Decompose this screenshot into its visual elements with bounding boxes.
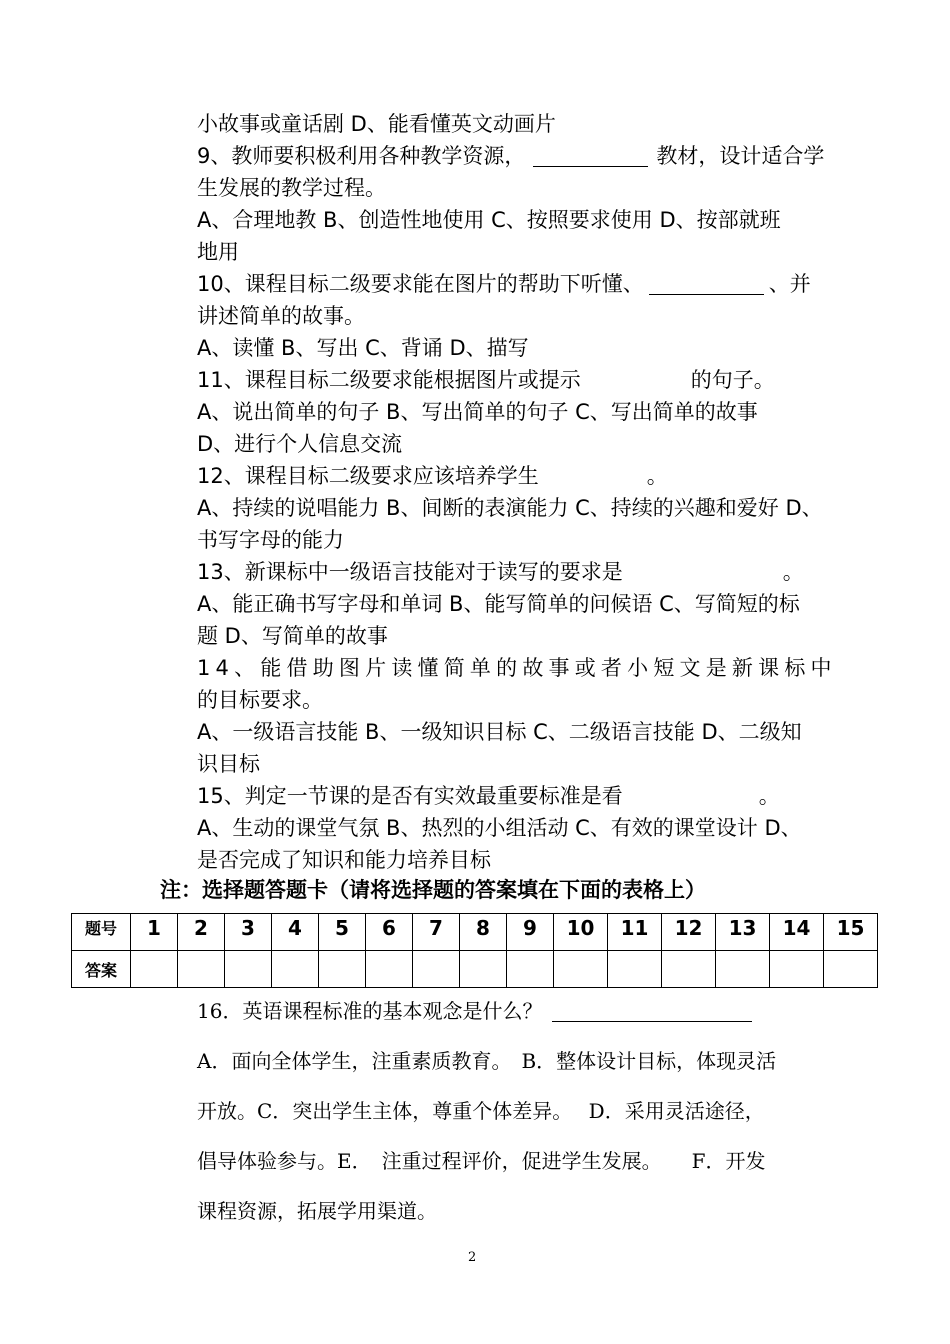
answer-cell[interactable] — [554, 951, 608, 988]
number-cell: 4 — [272, 914, 319, 951]
text-line: D、进行个人信息交流 — [197, 432, 403, 456]
options-line: A、能正确书写字母和单词 B、能写简单的问候语 C、写简短的标 — [197, 592, 800, 616]
number-cell: 11 — [608, 914, 662, 951]
number-cell: 6 — [366, 914, 413, 951]
number-cell: 13 — [716, 914, 770, 951]
number-row — [72, 914, 878, 951]
number-cell: 5 — [319, 914, 366, 951]
question-text: 16．英语课程标准的基本观念是什么？ — [197, 999, 543, 1023]
question-14: 14、能借助图片读懂简单的故事或者小短文是新课标中 — [197, 656, 837, 680]
number-cell: 7 — [413, 914, 460, 951]
options-line: 开放。C．突出学生主体，尊重个体差异。 D．采用灵活途径， — [197, 1099, 765, 1123]
answer-cell[interactable] — [824, 951, 878, 988]
answer-cell[interactable] — [716, 951, 770, 988]
answer-cell[interactable] — [366, 951, 413, 988]
question-10 — [197, 268, 811, 300]
question-text: 13、新课标中一级语言技能对于读写的要求是 — [197, 560, 623, 584]
text-line: 地用 — [197, 240, 239, 264]
options-line: A．面向全体学生，注重素质教育。 B．整体设计目标，体现灵活 — [197, 1049, 777, 1073]
question-text: 。 — [782, 560, 804, 584]
answer-blank — [533, 144, 648, 167]
page-number: 2 — [468, 1250, 477, 1265]
question-text: 的句子。 — [690, 368, 775, 392]
answer-cell[interactable] — [178, 951, 225, 988]
answer-cell[interactable] — [131, 951, 178, 988]
answer-cell[interactable] — [770, 951, 824, 988]
answer-card-table — [71, 913, 878, 988]
answer-cell[interactable] — [225, 951, 272, 988]
options-line: A、合理地教 B、创造性地使用 C、按照要求使用 D、按部就班 — [197, 208, 781, 232]
question-15 — [197, 780, 780, 812]
question-text: 。 — [758, 784, 780, 808]
question-text: 11、课程目标二级要求能根据图片或提示 — [197, 368, 581, 392]
question-text: 教材，设计适合学 — [656, 144, 825, 168]
number-cell: 9 — [507, 914, 554, 951]
question-11 — [197, 364, 775, 396]
text-line: 讲述简单的故事。 — [197, 304, 365, 328]
text-line: 生发展的教学过程。 — [197, 176, 386, 200]
question-9 — [197, 140, 824, 172]
question-text: 。 — [646, 464, 668, 488]
options-line: A、持续的说唱能力 B、间断的表演能力 C、持续的兴趣和爱好 D、 — [197, 496, 823, 520]
number-cell: 8 — [460, 914, 507, 951]
question-text: 、并 — [768, 272, 811, 296]
text-line: 是否完成了知识和能力培养目标 — [197, 848, 491, 872]
row-label: 题号 — [72, 914, 131, 951]
text-line: 书写字母的能力 — [197, 528, 344, 552]
number-cell: 10 — [554, 914, 608, 951]
options-line: A、生动的课堂气氛 B、热烈的小组活动 C、有效的课堂设计 D、 — [197, 816, 802, 840]
number-cell: 12 — [662, 914, 716, 951]
number-cell: 3 — [225, 914, 272, 951]
options-line: A、说出简单的句子 B、写出简单的句子 C、写出简单的故事 — [197, 400, 758, 424]
answer-cell[interactable] — [413, 951, 460, 988]
answer-cell[interactable] — [272, 951, 319, 988]
answer-blank — [552, 999, 752, 1022]
number-cell: 1 — [131, 914, 178, 951]
answer-blank — [649, 272, 764, 295]
answer-cell[interactable] — [319, 951, 366, 988]
question-16 — [197, 986, 752, 1036]
question-text: 9、教师要积极利用各种教学资源， — [197, 144, 526, 168]
row-label: 答案 — [72, 951, 131, 988]
number-cell: 15 — [824, 914, 878, 951]
answer-cell[interactable] — [608, 951, 662, 988]
question-text: 12、课程目标二级要求应该培养学生 — [197, 464, 539, 488]
text-line: 识目标 — [197, 752, 260, 776]
answer-cell[interactable] — [662, 951, 716, 988]
question-text: 10、课程目标二级要求能在图片的帮助下听懂、 — [197, 272, 644, 296]
answer-card-note: 注：选择题答题卡（请将选择题的答案填在下面的表格上） — [160, 878, 706, 902]
answer-row — [72, 951, 878, 988]
number-cell: 14 — [770, 914, 824, 951]
answer-cell[interactable] — [507, 951, 554, 988]
text-line: 的目标要求。 — [197, 688, 323, 712]
options-line: A、一级语言技能 B、一级知识目标 C、二级语言技能 D、二级知 — [197, 720, 802, 744]
question-text: 15、判定一节课的是否有实效最重要标准是看 — [197, 784, 623, 808]
question-13 — [197, 556, 804, 588]
number-cell: 2 — [178, 914, 225, 951]
text-line: 小故事或童话剧 D、能看懂英文动画片 — [197, 112, 556, 136]
text-line: 题 D、写简单的故事 — [197, 624, 388, 648]
answer-cell[interactable] — [460, 951, 507, 988]
options-line: 倡导体验参与。E． 注重过程评价，促进学生发展。 F．开发 — [197, 1149, 766, 1173]
question-12 — [197, 460, 668, 492]
options-line: A、读懂 B、写出 C、背诵 D、描写 — [197, 336, 529, 360]
options-line: 课程资源，拓展学用渠道。 — [197, 1199, 437, 1223]
